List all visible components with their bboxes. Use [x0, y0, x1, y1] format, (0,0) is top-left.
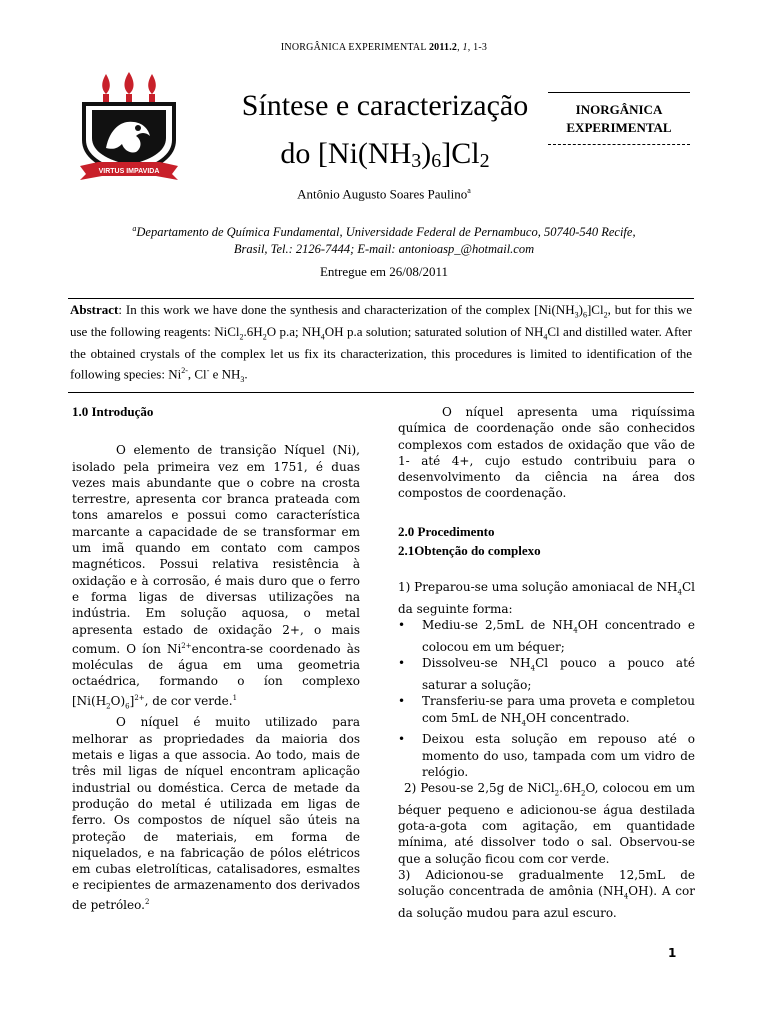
journal-pages: 1-3 [473, 42, 488, 53]
title-line-2: do $[Ni(NH_3)_6]Cl_2$ [280, 137, 490, 172]
list-item: • Mediu-se 2,5mL de $NH_4OH$ concentrado e colocou em um béquer; [398, 618, 695, 655]
abstract-label: Abstract [70, 302, 119, 317]
journal-brand-box [548, 92, 690, 145]
affiliation: $^a$Departamento de Química Fundamental, Universidade Federal de Pernambuco, 50740-540 Recife, Brasil, Tel.: 2126-7444; E-mail: antonioasp_@hotmail.com [100, 220, 668, 258]
delivery-date: Entregue em 26/08/2011 [319, 264, 449, 279]
reference-2: 2 [144, 897, 150, 906]
brand-line-2: EXPERIMENTAL [566, 120, 672, 135]
journal-year: 2011.2 [428, 42, 458, 53]
article-title [200, 82, 570, 185]
paragraph-intro-1: O elemento de transição Níquel (Ni), isolado pela primeira vez em 1751, é duas vezes mais abundante que o cobre na crosta terrestre, apresenta cor branca prateada com tons amarelos e possui como característica marcante a capacidade de se transformar em um imã quando em contato com campos magnéticos. Possui relativa resistência à oxidação e à corrosão, é mais duro que o ferro e forma ligas de diversas utilizações na indústria. Em solução aquosa, o metal apresenta estado de oxidação 2+, o mais comum. O íon $Ni^{2+}encontra-se$ coordenado às moléculas de água em uma geometria octaédrica, formando o íon complexo $[Ni(H_2O)_6]^{2+}$, de cor verde.$^1$ [72, 443, 361, 711]
step-1: 1) Preparou-se uma solução amoniacal de $NH_4Cl$ da seguinte forma: [398, 580, 695, 617]
logo-motto: VIRTUS IMPAVIDA [98, 168, 160, 175]
list-item: • Dissolveu-se $NH_4Cl$ pouco a pouco até saturar a solução; [398, 656, 695, 693]
step-3: 3) Adicionou-se gradualmente 12,5mL de solução concentrada de amônia $(NH_4OH)$. A cor da solução mudou para azul escuro. [398, 868, 695, 921]
torch-flames-icon [102, 72, 156, 104]
bullet-icon: • [398, 618, 406, 633]
right-column [398, 404, 695, 921]
affiliation-line-2: Brasil, Tel.: 2126-7444; E-mail: antonioasp_@hotmail.com [233, 242, 535, 257]
step-1-list [398, 617, 695, 780]
university-logo [76, 70, 182, 182]
left-column [72, 404, 360, 913]
bullet-icon: • [398, 732, 406, 747]
affiliation-line-1: Departamento de Química Fundamental, Universidade Federal de Pernambuco, 50740-540 Recife, [136, 225, 636, 240]
author [0, 186, 768, 202]
journal-issue: 1 [462, 42, 468, 53]
section-heading-procedure: 2.0 Procedimento [398, 523, 495, 539]
author-name: Antônio Augusto Soares Paulino [297, 186, 468, 202]
title-line-1: Síntese e caracterização [241, 89, 529, 122]
paragraph-coordination: O níquel apresenta uma riquíssima química de coordenação onde são conhecidos complexos com estados de oxidação que vão de 1- até 4+, cujo estudo contribuiu para o desenvolvimento da ciência na área dos compostos de coordenação. [398, 405, 695, 501]
list-item: • Deixou esta solução em repouso até o momento do uso, tampada com um vidro de relógio. [398, 732, 695, 779]
step-2: 2) Pesou-se 2,5g de $NiCl_2.6H_2O$, colocou em um béquer pequeno e adicionou-se água destilada gota-a-gota com agitação, em quantidade mínima, até dissolver todo o sal. Observou-se que a solução ficou com cor verde. [398, 781, 696, 866]
subsection-heading: 2.1Obtenção do complexo [398, 543, 541, 559]
brand-line-1: INORGÂNICA [575, 102, 663, 117]
paragraph-intro-2: O níquel é muito utilizado para melhorar as propriedades da maioria dos metais e ligas a que associa. Ao todo, mais de três mil ligas de níquel encontram aplicação industrial ou doméstica. Cerca de metade da produção do metal é utilizada em ligas de ferro. Os compostos de níquel são úteis na proteção de materiais, em forma de niquelados, e na fabricação de pólos elétricos em cubas eletrolíticas, catalisadores, esmaltes e recipientes de armazenamento dos derivados de petróleo.$^2$ [72, 715, 360, 912]
journal-name: INORGÂNICA EXPERIMENTAL [280, 42, 427, 53]
page-number: 1 [668, 946, 677, 960]
list-item: • Transferiu-se para uma proveta e completou com 5mL de $NH_4OH$ concentrado. [398, 694, 695, 728]
author-mark: a [467, 186, 471, 195]
section-heading-intro: 1.0 Introdução [72, 404, 154, 419]
journal-header: INORGÂNICA EXPERIMENTAL 2011.2, 1, 1-3 [280, 42, 488, 53]
reference-1: 1 [232, 693, 238, 702]
abstract: Abstract: In this work we have done the synthesis and characterization of the complex $[Ni(NH_3)_6]Cl_2$, but for this we use the following reagents: $NiCl_2.6H_2O$ p.a; $NH_4OH$ p.a solution; saturated solution of $NH_4Cl$ and distilled water. After the obtained crystals of the complex let us fix its characterization, this procedures is limited to identification of the following species: $Ni^{2-}$, Cl- e $NH_3$. [68, 298, 694, 393]
bullet-icon: • [398, 694, 406, 709]
bullet-icon: • [398, 656, 406, 671]
divider [548, 144, 690, 145]
